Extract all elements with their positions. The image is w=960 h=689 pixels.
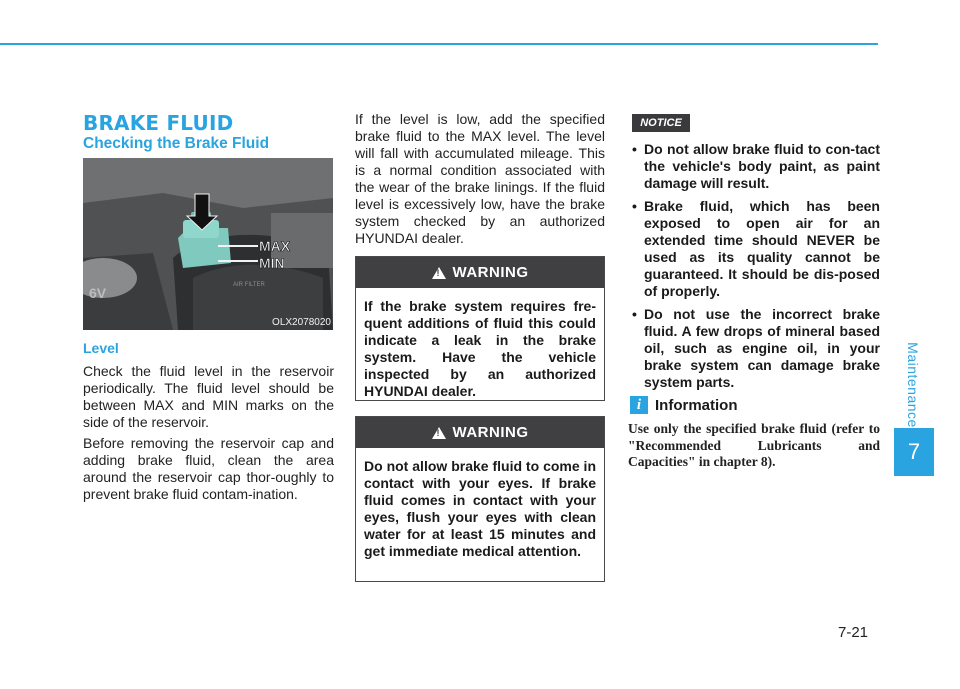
engine-mark: 6V	[89, 285, 107, 301]
info-icon: i	[630, 396, 648, 414]
info-title: Information	[655, 397, 738, 414]
warning-title: WARNING	[452, 264, 529, 281]
brake-reservoir-photo	[83, 158, 333, 330]
notice-item: • Brake fluid, which has been exposed to open air for an extended time should NEVER be used as its quality cannot be guaranteed. It should be dis-posed of properly.	[628, 198, 880, 300]
chapter-number-tab: 7	[894, 428, 934, 476]
photo-code: OLX2078020	[272, 317, 331, 328]
notice-item: • Do not allow brake fluid to con-tact the vehicle's body paint, as paint damage will result.	[628, 141, 880, 192]
warning-title: WARNING	[452, 424, 529, 441]
min-mark-label: MIN	[259, 255, 285, 271]
low-level-paragraph: If the level is low, add the specified brake fluid to the MAX level. The level will fall with accumulated mileage. This is a normal condition associated with the wear of the brake linings. If the fluid level is excessively low, have the brake system checked by an authorized HYUNDAI dealer.	[355, 111, 605, 246]
air-filter-mark: AIR FILTER	[233, 282, 265, 288]
warning-text: If the brake system requires fre-quent additions of fluid this could indicate a leak in the brake system. Have the vehicle inspected by an authorized HYUNDAI dealer.	[364, 298, 596, 399]
notice-badge: NOTICE	[632, 114, 690, 132]
level-heading: Level	[83, 340, 119, 356]
engine-bay-illustration	[83, 158, 333, 330]
chapter-tab-label	[893, 340, 933, 430]
header-rule	[0, 43, 878, 45]
warning-triangle-icon	[432, 427, 446, 439]
level-paragraph-2: Before removing the reservoir cap and adding brake fluid, clean the area around the reservoir cap thor-oughly to prevent brake fluid contam-ination.	[83, 435, 334, 502]
warning-box-eyes	[355, 416, 605, 582]
warning-text: Do not allow brake fluid to come in contact with your eyes. If brake fluid comes in contact with your eyes, flush your eyes with clean water for at least 15 minutes and get immediate medical attention.	[364, 458, 596, 559]
notice-item: • Do not use the incorrect brake fluid. A few drops of mineral based oil, such as engine oil, in your brake system can damage brake system parts.	[628, 306, 880, 391]
info-text: Use only the specified brake fluid (refer to "Recommended Lubricants and Capacities" in chapter 8).	[628, 421, 880, 469]
chapter-name: Maintenance	[905, 342, 921, 428]
warning-triangle-icon	[432, 267, 446, 279]
notice-list	[628, 141, 880, 397]
page-number: 7-21	[838, 624, 869, 641]
max-mark-label: MAX	[259, 238, 291, 254]
level-paragraph-1: Check the fluid level in the reservoir periodically. The fluid level should be between MAX and MIN marks on the side of the reservoir.	[83, 363, 334, 430]
warning-header	[356, 417, 604, 448]
warning-box-leak	[355, 256, 605, 401]
section-title: BRAKE FLUID	[83, 111, 234, 135]
sub-title: Checking the Brake Fluid	[83, 135, 270, 152]
warning-header	[356, 257, 604, 288]
